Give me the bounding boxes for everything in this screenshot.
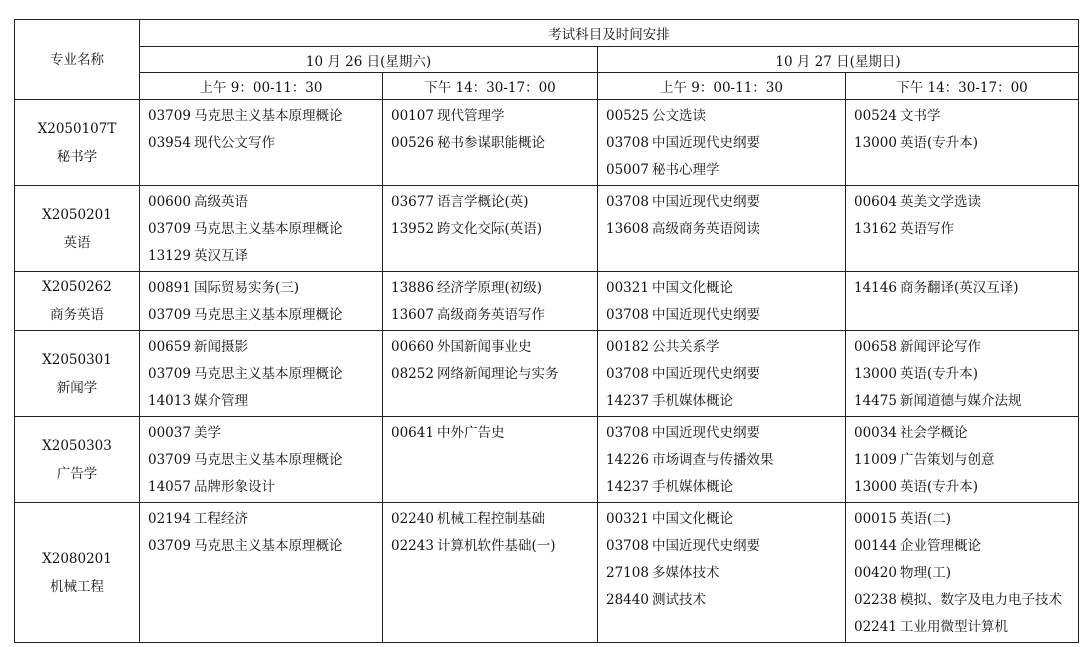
course-item: [391, 533, 597, 560]
course-code: 14475: [854, 393, 897, 409]
table-row: [15, 503, 1079, 643]
course-item: [148, 216, 382, 243]
course-code: 00321: [606, 511, 649, 527]
course-item: [391, 420, 597, 447]
course-code: 13886: [391, 280, 434, 296]
course-name: 秘书心理学: [652, 162, 720, 178]
course-item: [606, 420, 845, 447]
major-name: 英语: [63, 234, 91, 251]
course-item: [148, 506, 382, 533]
course-item: [606, 560, 845, 587]
course-item: [854, 560, 1078, 587]
course-name: 现代管理学: [437, 108, 505, 124]
session-cell-d2am: [598, 503, 846, 643]
course-name: 中国近现代史纲要: [652, 307, 760, 323]
schedule-body: [15, 100, 1079, 643]
course-code: 03677: [391, 194, 434, 210]
session-cell-d1am: [140, 272, 383, 331]
major-name: 商务英语: [50, 307, 104, 323]
session-cell-d1am: [140, 186, 383, 272]
day1-am-header: 上午 9：00-11：30: [140, 73, 383, 100]
session-cell-d2pm: [846, 272, 1079, 331]
course-name: 中国近现代史纲要: [652, 135, 760, 151]
course-name: 手机媒体概论: [652, 479, 733, 495]
table-row: [15, 100, 1079, 186]
course-code: 00600: [148, 194, 191, 210]
session-cell-d1am: [140, 417, 383, 503]
session-cell-d2pm: [846, 503, 1079, 643]
course-name: 经济学原理(初级): [437, 280, 543, 296]
schedule-title-header: 考试科目及时间安排: [140, 20, 1079, 47]
table-row: [15, 331, 1079, 417]
course-item: [391, 216, 597, 243]
course-item: [606, 130, 845, 157]
exam-schedule-table: [14, 19, 1079, 643]
course-item: [854, 587, 1078, 614]
table-row: [15, 417, 1079, 503]
major-code: X2050201: [42, 206, 112, 223]
major-cell: [15, 331, 140, 417]
course-code: 03709: [148, 221, 191, 237]
course-name: 工业用微型计算机: [900, 619, 1008, 635]
major-cell: [15, 100, 140, 186]
course-code: 13607: [391, 307, 434, 323]
major-cell: [15, 417, 140, 503]
course-item: [606, 334, 845, 361]
course-name: 马克思主义基本原理概论: [194, 452, 343, 468]
day1-header: 10 月 26 日(星期六): [140, 47, 598, 73]
course-name: 广告策划与创意: [900, 452, 995, 468]
course-code: 02241: [854, 619, 897, 635]
course-item: [606, 216, 845, 243]
session-cell-d1am: [140, 331, 383, 417]
course-code: 00659: [148, 339, 191, 355]
course-item: [606, 275, 845, 302]
session-cell-d2pm: [846, 186, 1079, 272]
table-row: [15, 186, 1079, 272]
course-item: [148, 103, 382, 130]
course-item: [391, 103, 597, 130]
course-item: [148, 243, 382, 270]
course-name: 工程经济: [194, 511, 248, 527]
session-cell-d1pm: [383, 100, 598, 186]
course-item: [606, 189, 845, 216]
course-code: 00524: [854, 108, 897, 124]
course-code: 03708: [606, 425, 649, 441]
course-name: 高级商务英语写作: [437, 307, 545, 323]
course-code: 02238: [854, 592, 897, 608]
course-name: 社会学概论: [900, 425, 968, 441]
course-item: [148, 447, 382, 474]
major-cell: [15, 503, 140, 643]
course-name: 市场调查与传播效果: [652, 452, 774, 468]
course-code: 14146: [854, 280, 897, 296]
course-name: 国际贸易实务(三): [194, 280, 300, 296]
course-item: [606, 447, 845, 474]
course-item: [148, 533, 382, 560]
course-code: 03708: [606, 194, 649, 210]
session-cell-d1pm: [383, 186, 598, 272]
course-item: [854, 130, 1078, 157]
day2-pm-header: 下午 14：30-17：00: [846, 73, 1079, 100]
course-code: 00015: [854, 511, 897, 527]
course-item: [606, 103, 845, 130]
course-code: 13000: [854, 366, 897, 382]
course-name: 马克思主义基本原理概论: [194, 538, 343, 554]
course-name: 中国文化概论: [652, 511, 733, 527]
session-cell-d2pm: [846, 331, 1079, 417]
session-cell-d2pm: [846, 100, 1079, 186]
course-name: 商务翻译(英汉互译): [900, 280, 1019, 296]
course-item: [606, 506, 845, 533]
course-name: 中外广告史: [437, 425, 505, 441]
course-item: [391, 130, 597, 157]
major-code: X2050303: [42, 437, 112, 454]
course-code: 00525: [606, 108, 649, 124]
course-code: 00658: [854, 339, 897, 355]
exam-schedule-sheet: [14, 19, 1078, 643]
course-code: 14237: [606, 393, 649, 409]
course-code: 13952: [391, 221, 434, 237]
course-item: [391, 275, 597, 302]
course-code: 11009: [854, 452, 897, 468]
course-name: 多媒体技术: [652, 565, 720, 581]
course-name: 英语(专升本): [900, 479, 979, 495]
course-code: 00107: [391, 108, 434, 124]
course-name: 新闻评论写作: [900, 339, 981, 355]
session-cell-d1am: [140, 100, 383, 186]
course-code: 08252: [391, 366, 434, 382]
course-code: 03709: [148, 307, 191, 323]
course-name: 物理(工): [900, 565, 952, 581]
course-item: [854, 388, 1078, 415]
course-name: 计算机软件基础(一): [437, 538, 556, 554]
course-name: 公文选读: [652, 108, 706, 124]
course-code: 00144: [854, 538, 897, 554]
course-item: [391, 302, 597, 329]
course-item: [854, 420, 1078, 447]
course-item: [391, 334, 597, 361]
course-code: 00641: [391, 425, 434, 441]
session-cell-d2am: [598, 417, 846, 503]
course-item: [148, 388, 382, 415]
table-row: [15, 272, 1079, 331]
course-name: 中国文化概论: [652, 280, 733, 296]
course-name: 英美文学选读: [900, 194, 981, 210]
course-item: [148, 334, 382, 361]
course-code: 03708: [606, 538, 649, 554]
course-name: 美学: [194, 425, 221, 441]
course-name: 跨文化交际(英语): [437, 221, 543, 237]
session-cell-d2am: [598, 272, 846, 331]
session-cell-d1pm: [383, 503, 598, 643]
course-name: 英语(二): [900, 511, 952, 527]
course-item: [391, 361, 597, 388]
course-name: 中国近现代史纲要: [652, 194, 760, 210]
course-name: 媒介管理: [194, 393, 248, 409]
course-code: 00660: [391, 339, 434, 355]
course-name: 机械工程控制基础: [437, 511, 545, 527]
course-item: [854, 216, 1078, 243]
course-name: 高级英语: [194, 194, 248, 210]
course-item: [148, 275, 382, 302]
course-name: 新闻摄影: [194, 339, 248, 355]
major-name: 广告学: [56, 465, 98, 482]
course-item: [854, 103, 1078, 130]
course-item: [148, 189, 382, 216]
course-item: [854, 614, 1078, 641]
course-item: [391, 506, 597, 533]
course-code: 00321: [606, 280, 649, 296]
course-name: 马克思主义基本原理概论: [194, 221, 343, 237]
course-code: 13162: [854, 221, 897, 237]
course-code: 03709: [148, 538, 191, 554]
course-item: [148, 130, 382, 157]
course-code: 03954: [148, 135, 191, 151]
course-name: 中国近现代史纲要: [652, 366, 760, 382]
major-name: 机械工程: [50, 578, 104, 595]
course-code: 00891: [148, 280, 191, 296]
course-name: 网络新闻理论与实务: [437, 366, 559, 382]
course-code: 00420: [854, 565, 897, 581]
course-code: 13608: [606, 221, 649, 237]
course-item: [854, 334, 1078, 361]
course-name: 新闻道德与媒介法规: [900, 393, 1022, 409]
course-item: [148, 420, 382, 447]
course-code: 00037: [148, 425, 191, 441]
course-name: 英语(专升本): [900, 135, 979, 151]
course-code: 13129: [148, 248, 191, 264]
course-code: 05007: [606, 162, 649, 178]
course-name: 现代公文写作: [194, 135, 275, 151]
major-cell: [15, 272, 140, 331]
session-cell-d2am: [598, 331, 846, 417]
course-name: 英语(专升本): [900, 366, 979, 382]
course-item: [854, 189, 1078, 216]
course-name: 马克思主义基本原理概论: [194, 307, 343, 323]
course-item: [854, 361, 1078, 388]
course-name: 公共关系学: [652, 339, 720, 355]
major-code: X2080201: [42, 550, 112, 567]
course-item: [854, 474, 1078, 501]
course-name: 英语写作: [900, 221, 954, 237]
course-item: [606, 302, 845, 329]
course-code: 03708: [606, 307, 649, 323]
day2-header: 10 月 27 日(星期日): [598, 47, 1079, 73]
course-name: 文书学: [900, 108, 941, 124]
major-code: X2050301: [42, 351, 112, 368]
course-name: 企业管理概论: [900, 538, 981, 554]
course-code: 03709: [148, 366, 191, 382]
course-name: 中国近现代史纲要: [652, 538, 760, 554]
course-name: 马克思主义基本原理概论: [194, 108, 343, 124]
course-name: 外国新闻事业史: [437, 339, 532, 355]
session-cell-d1pm: [383, 331, 598, 417]
session-cell-d1pm: [383, 272, 598, 331]
course-code: 13000: [854, 479, 897, 495]
course-item: [854, 447, 1078, 474]
major-code: X2050107T: [37, 120, 117, 137]
course-name: 测试技术: [652, 592, 706, 608]
session-cell-d1am: [140, 503, 383, 643]
major-name: 秘书学: [56, 148, 98, 165]
course-code: 02194: [148, 511, 191, 527]
course-item: [391, 189, 597, 216]
course-code: 03709: [148, 452, 191, 468]
course-code: 02243: [391, 538, 434, 554]
course-code: 03708: [606, 135, 649, 151]
course-name: 高级商务英语阅读: [652, 221, 760, 237]
course-name: 语言学概论(英): [437, 194, 529, 210]
course-code: 28440: [606, 592, 649, 608]
course-name: 手机媒体概论: [652, 393, 733, 409]
course-code: 00526: [391, 135, 434, 151]
course-code: 14057: [148, 479, 191, 495]
course-code: 03709: [148, 108, 191, 124]
course-code: 00182: [606, 339, 649, 355]
course-name: 品牌形象设计: [194, 479, 275, 495]
course-name: 中国近现代史纲要: [652, 425, 760, 441]
course-item: [606, 157, 845, 184]
course-item: [854, 506, 1078, 533]
session-cell-d2am: [598, 100, 846, 186]
course-code: 27108: [606, 565, 649, 581]
course-item: [148, 302, 382, 329]
course-item: [606, 533, 845, 560]
course-item: [606, 361, 845, 388]
session-cell-d2pm: [846, 417, 1079, 503]
session-cell-d2am: [598, 186, 846, 272]
course-name: 秘书参谋职能概论: [437, 135, 545, 151]
major-name-header: 专业名称: [15, 20, 140, 100]
course-item: [606, 474, 845, 501]
major-cell: [15, 186, 140, 272]
course-item: [854, 533, 1078, 560]
major-code: X2050262: [42, 279, 112, 295]
course-code: 13000: [854, 135, 897, 151]
course-code: 14226: [606, 452, 649, 468]
course-item: [606, 388, 845, 415]
course-code: 03708: [606, 366, 649, 382]
course-code: 00604: [854, 194, 897, 210]
course-item: [148, 474, 382, 501]
major-name: 新闻学: [56, 379, 98, 396]
course-code: 14013: [148, 393, 191, 409]
course-code: 00034: [854, 425, 897, 441]
course-item: [148, 361, 382, 388]
course-item: [606, 587, 845, 614]
course-name: 模拟、数字及电力电子技术: [900, 592, 1062, 608]
course-code: 14237: [606, 479, 649, 495]
course-code: 02240: [391, 511, 434, 527]
session-cell-d1pm: [383, 417, 598, 503]
course-name: 英汉互译: [194, 248, 248, 264]
day1-pm-header: 下午 14：30-17：00: [383, 73, 598, 100]
day2-am-header: 上午 9：00-11：30: [598, 73, 846, 100]
course-item: [854, 275, 1078, 302]
course-name: 马克思主义基本原理概论: [194, 366, 343, 382]
